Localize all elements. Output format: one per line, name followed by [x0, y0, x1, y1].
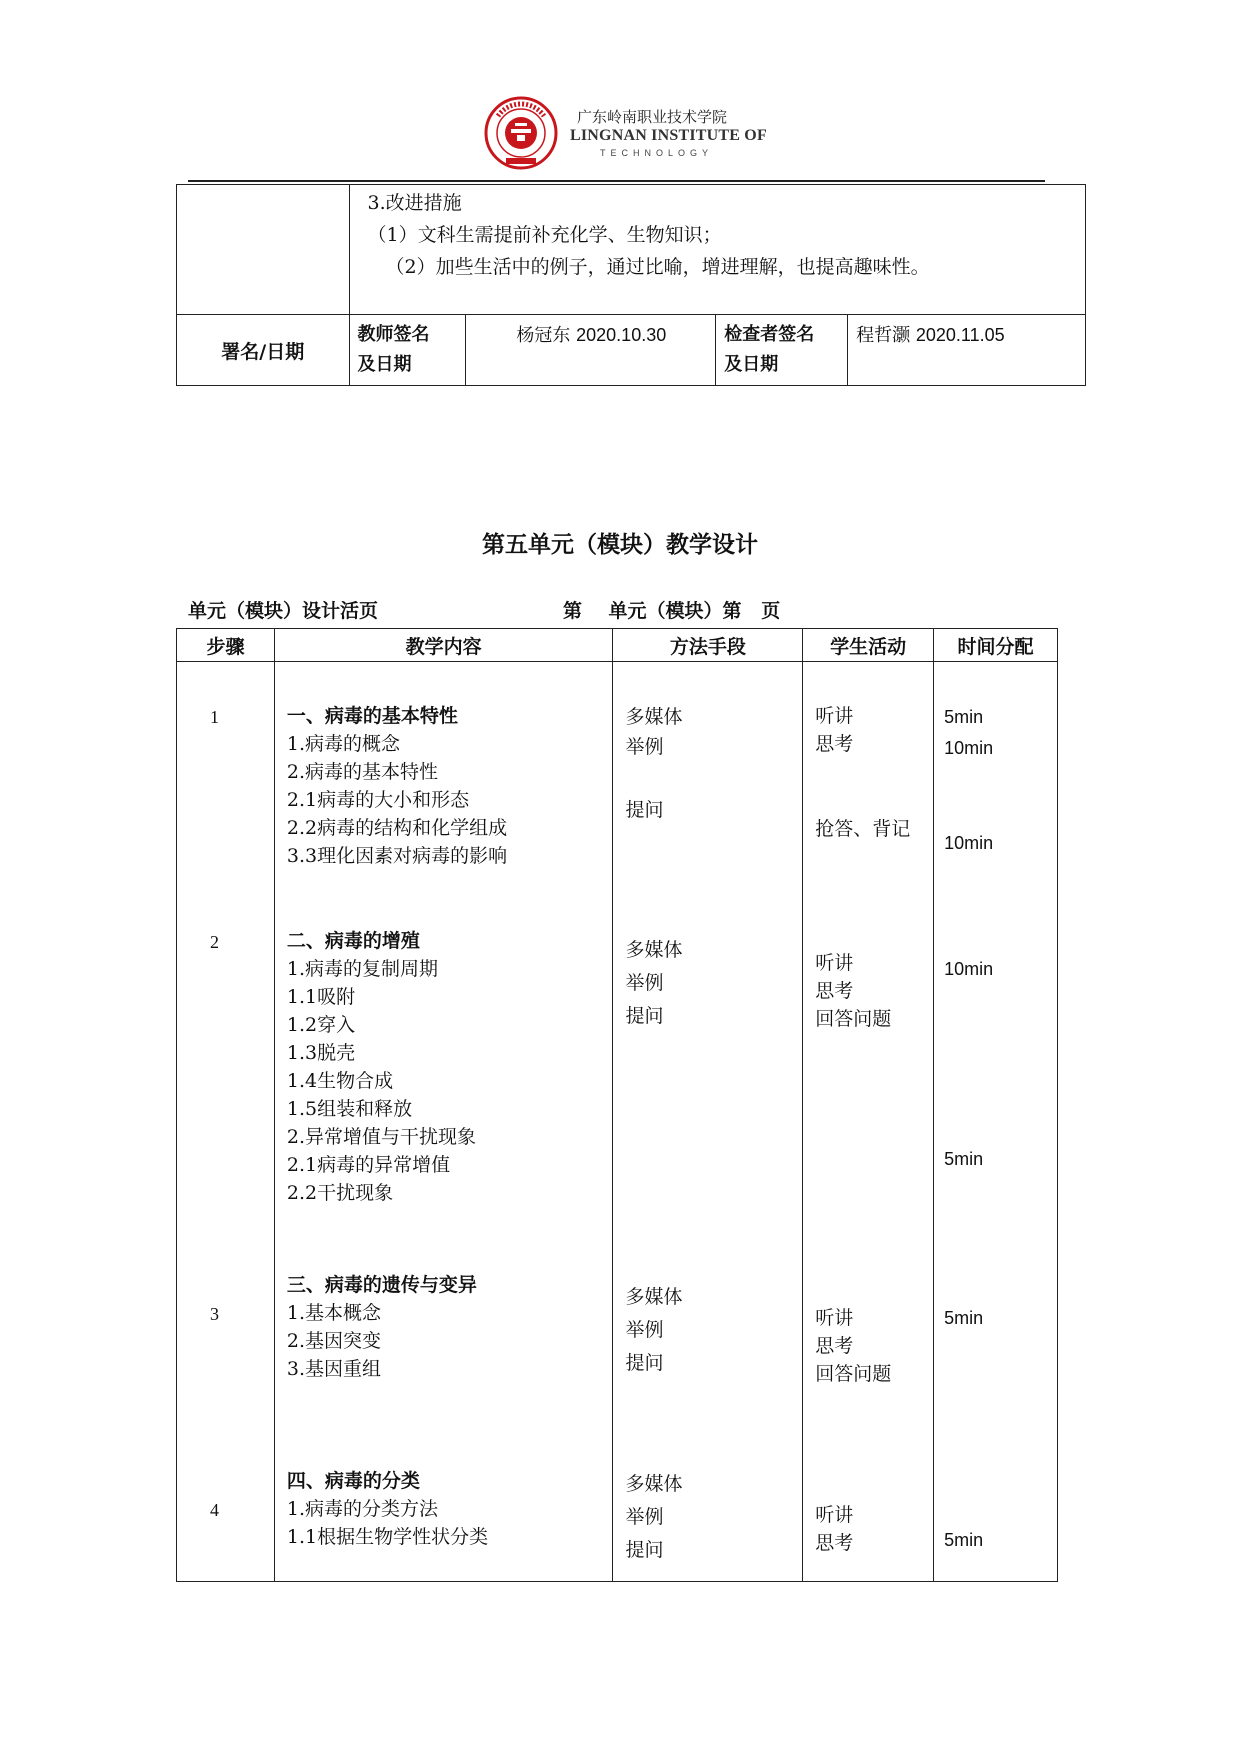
content-line: 2.异常增值与干扰现象	[286, 1126, 477, 1148]
method-item: 多媒体	[625, 1473, 683, 1495]
time-value: 5min	[944, 1530, 984, 1550]
method-item: 举例	[625, 1506, 664, 1528]
time-value: 10min	[944, 833, 994, 853]
section-title: 二、病毒的增殖	[286, 930, 420, 952]
method-item: 提问	[625, 1539, 664, 1561]
step-2-content	[287, 927, 476, 1207]
school-name-en: LINGNAN INSTITUTE OF	[570, 127, 767, 144]
activity-item: 思考	[815, 733, 854, 755]
school-name-cn: 广东岭南职业技术学院	[577, 108, 728, 126]
content-line: 1.1吸附	[286, 986, 356, 1008]
school-name-en-2: TECHNOLOGY	[600, 148, 714, 158]
improve-content-cell	[349, 185, 1085, 315]
teacher-sign-label-2: 及日期	[357, 354, 412, 375]
improve-label-cell	[177, 185, 350, 315]
header-content: 教学内容	[274, 629, 613, 662]
header-time: 时间分配	[934, 629, 1058, 662]
checker-sign-value	[848, 315, 1086, 386]
time-value: 5min	[944, 1308, 984, 1328]
activity-item: 思考	[815, 1335, 854, 1357]
improve-item-1: （1）文科生需提前补充化学、生物知识；	[367, 224, 722, 246]
method-item: 提问	[625, 1352, 664, 1374]
content-line: 2.1病毒的异常增值	[286, 1154, 451, 1176]
activity-item: 思考	[815, 1532, 854, 1554]
content-line: 1.1根据生物学性状分类	[286, 1526, 489, 1548]
teacher-date: 2020.10.30	[576, 325, 667, 345]
activity-item: 思考	[815, 980, 854, 1002]
activity-item: 回答问题	[815, 1008, 892, 1030]
method-item: 举例	[625, 1319, 664, 1341]
time-value: 10min	[944, 738, 994, 758]
improve-item-2: （2）加些生活中的例子，通过比喻，增进理解，也提高趣味性。	[385, 256, 930, 278]
content-line: 2.2病毒的结构和化学组成	[286, 817, 508, 839]
school-seal-logo	[484, 96, 558, 170]
step-number: 3	[210, 1304, 219, 1324]
activity-item: 听讲	[815, 1504, 854, 1526]
teacher-sign-value	[466, 315, 716, 386]
step-number: 4	[210, 1500, 219, 1520]
method-item: 举例	[625, 736, 664, 758]
step-2-methods	[625, 934, 682, 1033]
table-header-row	[177, 629, 1058, 662]
activity-item: 听讲	[815, 952, 854, 974]
improve-row	[177, 185, 1086, 315]
step-1-methods	[625, 702, 682, 762]
step-4-activities	[815, 1501, 853, 1557]
header-method: 方法手段	[613, 629, 803, 662]
signature-label: 署名/日期	[177, 315, 350, 386]
time-value: 5min	[944, 707, 984, 727]
header-activity: 学生活动	[803, 629, 934, 662]
content-line: 3.基因重组	[286, 1358, 382, 1380]
worksheet-label: 单元（模块）设计活页	[188, 600, 379, 622]
unit-title: 第五单元（模块）教学设计	[482, 532, 758, 558]
teaching-design-table	[176, 628, 1058, 1582]
step-1-activities	[815, 702, 853, 758]
review-table	[176, 184, 1086, 386]
time-value: 10min	[944, 959, 994, 979]
document-header	[0, 96, 1240, 172]
checker-sign-label-2: 及日期	[724, 354, 779, 375]
content-line: 1.病毒的复制周期	[286, 958, 439, 980]
step-1-activities-b	[815, 815, 910, 843]
unit-page-label: 第 单元（模块）第 页	[563, 600, 781, 622]
step-1-methods-b	[625, 796, 663, 824]
method-item: 多媒体	[625, 706, 683, 728]
method-item: 多媒体	[625, 939, 683, 961]
content-line: 3.3理化因素对病毒的影响	[286, 845, 508, 867]
method-item: 举例	[625, 972, 664, 994]
header-step: 步骤	[177, 629, 275, 662]
content-line: 2.病毒的基本特性	[286, 761, 439, 783]
teacher-sign-label	[349, 315, 466, 386]
step-4-methods	[625, 1468, 682, 1567]
activity-item: 抢答、背记	[815, 818, 911, 840]
step-1-content	[287, 702, 507, 870]
method-item: 提问	[625, 799, 664, 821]
header-divider	[188, 180, 1045, 182]
content-line: 2.基因突变	[286, 1330, 382, 1352]
content-line: 1.病毒的概念	[286, 733, 401, 755]
step-2-activities	[815, 949, 891, 1033]
time-column	[934, 662, 1058, 1582]
checker-name: 程哲灏	[856, 325, 911, 346]
step-number: 2	[210, 932, 219, 952]
section-title: 三、病毒的遗传与变异	[286, 1274, 477, 1296]
step-3-content	[287, 1271, 477, 1383]
content-line: 2.1病毒的大小和形态	[286, 789, 470, 811]
improve-heading: 3.改进措施	[367, 192, 462, 214]
method-column	[613, 662, 803, 1582]
step-4-content	[287, 1467, 488, 1551]
step-column	[177, 662, 275, 1582]
content-line: 1.基本概念	[286, 1302, 382, 1324]
teacher-sign-label-1: 教师签名	[357, 324, 430, 345]
activity-item: 听讲	[815, 705, 854, 727]
content-line: 1.3脱壳	[286, 1042, 356, 1064]
checker-sign-label	[716, 315, 848, 386]
time-value: 5min	[944, 1149, 984, 1169]
method-item: 多媒体	[625, 1286, 683, 1308]
section-title: 一、病毒的基本特性	[286, 705, 458, 727]
table-body-row	[177, 662, 1058, 1582]
checker-sign-label-1: 检查者签名	[724, 324, 815, 345]
content-line: 1.5组装和释放	[286, 1098, 413, 1120]
section-title: 四、病毒的分类	[286, 1470, 420, 1492]
step-3-methods	[625, 1281, 682, 1380]
step-number: 1	[210, 707, 219, 727]
content-column	[274, 662, 613, 1582]
teacher-name: 杨冠东	[516, 325, 571, 346]
content-line: 1.2穿入	[286, 1014, 356, 1036]
method-item: 提问	[625, 1005, 664, 1027]
signature-row	[177, 315, 1086, 386]
activity-item: 听讲	[815, 1307, 854, 1329]
content-line: 1.4生物合成	[286, 1070, 394, 1092]
checker-date: 2020.11.05	[915, 325, 1005, 345]
content-line: 2.2干扰现象	[286, 1182, 394, 1204]
activity-item: 回答问题	[815, 1363, 892, 1385]
activity-column	[803, 662, 934, 1582]
step-3-activities	[815, 1304, 891, 1388]
content-line: 1.病毒的分类方法	[286, 1498, 439, 1520]
